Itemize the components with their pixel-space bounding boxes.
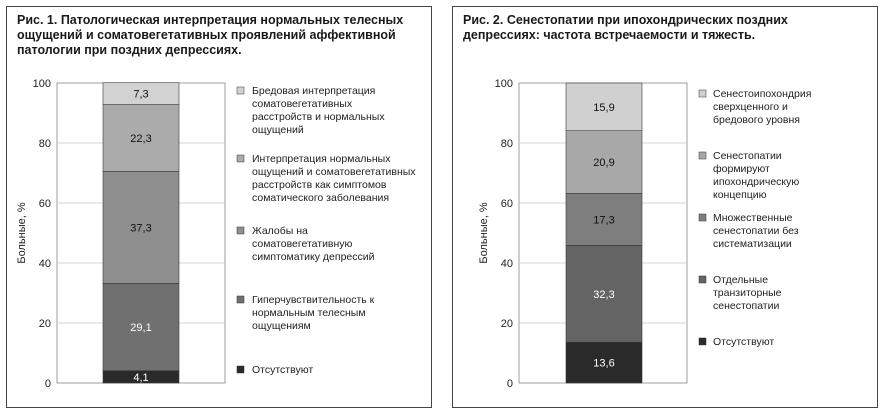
legend-swatch: [699, 90, 706, 97]
y-tick-label: 100: [32, 78, 51, 90]
legend-entry: Отдельные транзиторные сенестопатии: [713, 274, 782, 312]
y-tick-label: 80: [500, 138, 513, 150]
legend-entry: Отсутствуют: [713, 336, 775, 348]
legend-swatch: [237, 296, 244, 303]
legend-entry: Отсутствуют: [252, 364, 314, 376]
y-tick-label: 60: [38, 198, 51, 210]
legend-swatch: [699, 152, 706, 159]
y-axis-label: Больные, %: [478, 202, 490, 264]
y-tick-label: 100: [494, 78, 513, 90]
y-tick-label: 20: [500, 318, 513, 330]
y-tick-label: 60: [500, 198, 513, 210]
legend-swatch: [699, 214, 706, 221]
legend-swatch: [699, 276, 706, 283]
data-label: 37,3: [130, 222, 152, 235]
y-tick-label: 40: [500, 258, 513, 270]
legend-entry: Сенестопатии формируют ипохондрическую концепцию: [713, 150, 800, 201]
y-tick-label: 40: [38, 258, 51, 270]
data-label: 15,9: [593, 101, 615, 114]
figure-1-panel: [6, 6, 432, 408]
y-tick-label: 0: [44, 378, 51, 390]
legend-entry: Гиперчувствительность к нормальным телесным ощущениям: [252, 294, 375, 332]
data-label: 17,3: [593, 214, 615, 227]
figure-1-chart: [7, 7, 433, 409]
legend-swatch: [237, 155, 244, 162]
data-label: 20,9: [593, 157, 615, 170]
legend-entry: Множественные сенестопатии без систематизации: [713, 212, 799, 250]
figure-2-title: Рис. 2. Сенестопатии при ипохондрических поздних депрессиях: частота встречаемости и тяжесть.: [463, 13, 788, 42]
data-label: 22,3: [130, 133, 152, 146]
data-label: 7,3: [133, 88, 149, 101]
legend-swatch: [237, 87, 244, 94]
figure-2-chart: [453, 7, 879, 409]
legend-entry: Сенестоипохондрия сверхценного и бредового уровня: [713, 88, 812, 126]
data-label: 29,1: [130, 322, 152, 335]
data-label: 13,6: [593, 357, 615, 370]
legend-swatch: [237, 227, 244, 234]
y-axis-label: Больные, %: [16, 202, 28, 264]
legend-swatch: [699, 338, 706, 345]
legend-entry: Интерпретация нормальных ощущений и соматовегетативных расстройств как симптомов соматического заболевания: [252, 153, 416, 204]
legend-entry: Жалобы на соматовегетативную симптоматику депрессий: [252, 225, 375, 263]
legend-swatch: [237, 366, 244, 373]
data-label: 4,1: [133, 371, 149, 384]
y-tick-label: 20: [38, 318, 51, 330]
y-tick-label: 80: [38, 138, 51, 150]
figure-2-panel: [452, 6, 878, 408]
figure-1-title: Рис. 1. Патологическая интерпретация нормальных телесных ощущений и соматовегетативных проявлений аффективной патологии при поздних депрессиях.: [17, 13, 404, 57]
y-tick-label: 0: [506, 378, 513, 390]
legend-entry: Бредовая интерпретация соматовегетативных расстройств и нормальных ощущений: [252, 85, 385, 136]
data-label: 32,3: [593, 288, 615, 301]
